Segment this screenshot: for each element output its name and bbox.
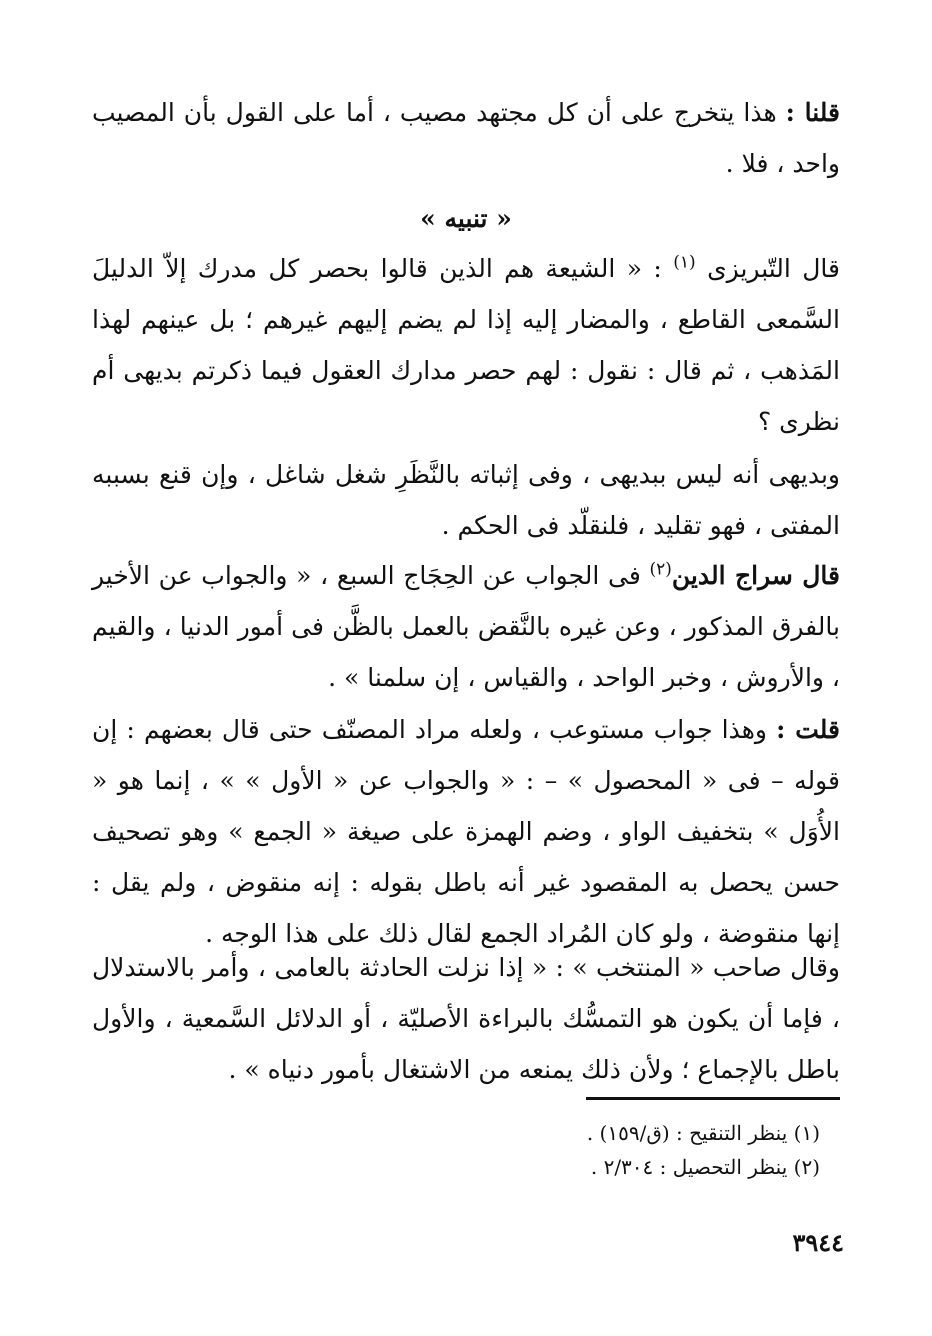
paragraph-1	[92, 87, 840, 189]
footnotes	[320, 1116, 820, 1184]
paragraph-4-after: فى الجواب عن الحِجَاج السبع ، « والجواب عن الأخير بالفرق المذكور ، وعن غيره بالنَّقض بالعمل بالظَّن فى أمور الدنيا ، والقيم ، والأروش ، وخبر الواحد ، والقياس ، إن سلمنا » .	[92, 561, 840, 692]
paragraph-4	[92, 550, 840, 703]
paragraph-1-text: هذا يتخرج على أن كل مجتهد مصيب ، أما على القول بأن المصيب واحد ، فلا .	[92, 98, 840, 178]
paragraph-2	[92, 243, 840, 447]
paragraph-1-lead: قلنا :	[785, 98, 841, 127]
paragraph-4-lead: قال سراج الدين	[671, 561, 841, 590]
footnote-1: (١) ينظر التنقيح : (ق/١٥٩) .	[586, 1121, 820, 1145]
paragraph-5-lead: قلت :	[776, 715, 840, 744]
footnote-ref-2: (٢)	[649, 559, 672, 580]
paragraph-3	[92, 449, 840, 551]
page-number: ٣٩٤٤	[792, 1228, 844, 1257]
section-heading: « تنبيه »	[420, 204, 512, 233]
paragraph-2-after: : « الشيعة هم الذين قالوا بحصر كل مدرك إلاّ الدليلَ السَّمعى القاطع ، والمضار إليه إذا لم يضم إليهم غيرهم ؛ بل عينهم لهذا المَذهب ، ثم قال : نقول : لهم حصر مدارك العقول فيما ذكرتم بديهى أم نظرى ؟	[92, 254, 840, 436]
paragraph-5-text: وهذا جواب مستوعب ، ولعله مراد المصنّف حتى قال بعضهم : إن قوله – فى « المحصول » – : « والجواب عن « الأول » » ، إنما هو « الأُوَل » بتخفيف الواو ، وضم الهمزة على صيغة « الجمع » وهو تصحيف حسن يحصل به المقصود غير أنه باطل بقوله : إنه منقوض ، ولم يقل : إنها منقوضة ، ولو كان المُراد الجمع لقال ذلك على هذا الوجه .	[92, 715, 840, 948]
footnote-ref-1: (١)	[673, 252, 696, 273]
paragraph-6-text: وقال صاحب « المنتخب » : « إذا نزلت الحادثة بالعامى ، وأمر بالاستدلال ، فإما أن يكون هو التمسُّك بالبراءة الأصليّة ، أو الدلائل السَّمعية ، والأول باطل بالإجماع ؛ ولأن ذلك يمنعه من الاشتغال بأمور دنياه » .	[92, 953, 840, 1084]
paragraph-6	[92, 942, 840, 1095]
paragraph-2-before: قال التّبريزى	[695, 254, 840, 283]
paragraph-5	[92, 704, 840, 959]
footnote-divider	[586, 1097, 840, 1100]
paragraph-3-text: وبديهى أنه ليس ببديهى ، وفى إثباته بالنَّظَرِ شغل شاغل ، وإن قنع بسببه المفتى ، فهو تقليد ، فلنقلّد فى الحكم .	[92, 460, 840, 540]
footnote-2: (٢) ينظر التحصيل : ٢/٣٠٤ .	[590, 1155, 820, 1179]
